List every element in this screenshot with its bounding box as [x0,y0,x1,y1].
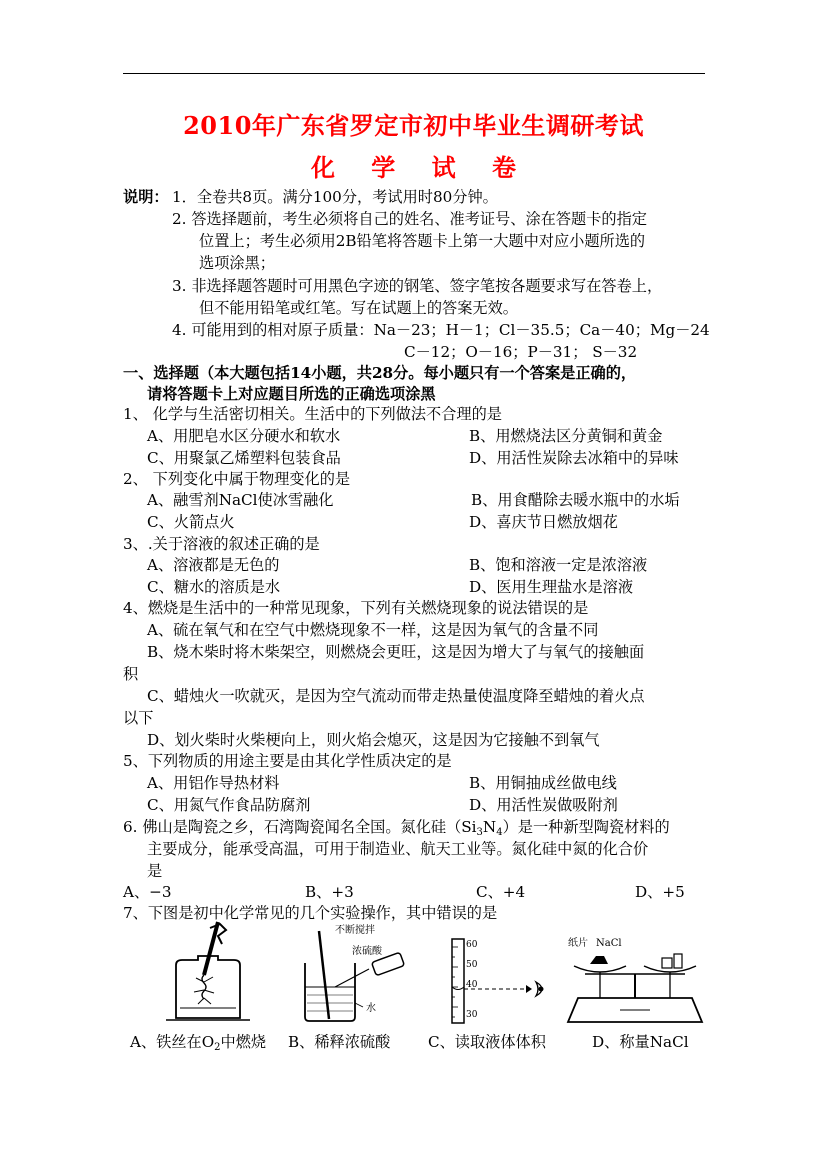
option: B、用铜抽成丝做电线 [469,774,617,792]
exam-subtitle: 化 学 试 卷 [310,153,531,182]
option: D、用活性炭除去冰箱中的异味 [469,449,679,467]
caption-c: C、读取液体体积 [428,1033,546,1051]
section-heading: 一、选择题（本大题包括14小题，共28分。每小题只有一个答案是正确的， [123,364,637,382]
question-stem: 7、下图是初中化学常见的几个实验操作，其中错误的是 [123,904,498,922]
option: C、用聚氯乙烯塑料包装食品 [147,449,341,467]
question-stem-cont: 是 [147,862,163,880]
instruction-item: 2. 答选择题前，考生必须将自己的姓名、准考证号、涂在答题卡的指定 [172,210,647,228]
option: A、用肥皂水区分硬水和软水 [147,427,341,445]
question-stem: 4、燃烧是生活中的一种常见现象，下列有关燃烧现象的说法错误的是 [123,599,589,617]
instruction-item: C－12；O－16；P－31； S－32 [404,343,638,361]
option: A、用铝作导热材料 [147,774,280,792]
instruction-item: 4. 可能用到的相对原子质量：Na－23；H－1；Cl－35.5；Ca－40；Mg－24 [172,321,710,339]
caption-d: D、称量NaCl [592,1033,689,1051]
option: B、用燃烧法区分黄铜和黄金 [469,427,663,445]
option: D、划火柴时火柴梗向上，则火焰会熄灭，这是因为它接触不到氧气 [147,731,600,749]
option: B、用食醋除去暖水瓶中的水垢 [471,491,680,509]
option: A、溶液都是无色的 [147,556,280,574]
option: D、医用生理盐水是溶液 [469,578,634,596]
figure-iron-wire-burning [158,920,258,1025]
option: A、硫在氧气和在空气中燃烧现象不一样，这是因为氧气的含量不同 [147,621,599,639]
instruction-item: 位置上；考生必须用2B铅笔将答题卡上第一大题中对应小题所选的 [199,232,646,250]
section-heading-cont: 请将答题卡上对应题目所选的正确选项涂黑 [147,385,436,403]
question-stem: 3、.关于溶液的叙述正确的是 [123,535,320,553]
tick-label: 60 [466,940,478,950]
option: C、火箭点火 [147,513,235,531]
figure-diluting-acid [295,925,410,1025]
option: B、烧木柴时将木柴架空，则燃烧会更旺，这是因为增大了与氧气的接触面 [147,643,645,661]
question-stem: 2、 下列变化中属于物理变化的是 [123,470,351,488]
instruction-item: 但不能用铅笔或红笔。写在试题上的答案无效。 [199,299,518,317]
option: B、+3 [305,883,354,901]
option: D、用活性炭做吸附剂 [469,796,618,814]
option-cont: 积 [123,665,139,683]
tick-label: 40 [466,980,478,990]
option: B、饱和溶液一定是浓溶液 [469,556,648,574]
option: D、喜庆节日燃放烟花 [469,513,618,531]
option: C、+4 [476,883,526,901]
caption-a: A、铁丝在$O_2$中燃烧 [130,1033,267,1053]
option: A、融雪剂NaCl使冰雪融化 [147,491,334,509]
question-stem: 1、 化学与生活密切相关。生活中的下列做法不合理的是 [123,405,502,423]
caption-b: B、稀释浓硫酸 [288,1033,391,1051]
exam-title: 2010年广东省罗定市初中毕业生调研考试 [183,111,644,140]
label-paper: 纸片 [568,938,588,949]
question-stem-cont: 主要成分，能承受高温，可用于制造业、航天工业等。氮化硅中氮的化合价 [147,840,649,858]
option: C、用氮气作食品防腐剂 [147,796,311,814]
instructions-label: 说明： [123,188,169,206]
option: C、蜡烛火一吹就灭，是因为空气流动而带走热量使温度降至蜡烛的着火点 [147,687,645,705]
instruction-item: 1．全卷共8页。满分100分，考试用时80分钟。 [172,188,498,206]
figure-reading-volume [440,937,560,1027]
label-water: 水 [366,1003,376,1014]
option-cont: 以下 [123,709,154,727]
option: C、糖水的溶质是水 [147,578,281,596]
label-stir: 不断搅拌 [335,925,375,936]
instruction-item: 选项涂黑； [199,254,275,272]
option: A、−3 [123,883,172,901]
figure-balance [560,940,710,1025]
tick-label: 30 [466,1010,478,1020]
tick-label: 50 [466,960,478,970]
label-nacl: NaCl [596,938,622,949]
header-rule [123,73,705,74]
option: D、+5 [635,883,685,901]
label-acid: 浓硫酸 [352,946,382,957]
question-stem: 5、下列物质的用途主要是由其化学性质决定的是 [123,752,452,770]
instruction-item: 3. 非选择题答题时可用黑色字迹的钢笔、签字笔按各题要求写在答卷上， [172,277,663,295]
question-stem: 6. 佛山是陶瓷之乡，石湾陶瓷闻名全国。氮化硅$(Si_3N_4)$是一种新型陶瓷材料的 [123,818,670,838]
